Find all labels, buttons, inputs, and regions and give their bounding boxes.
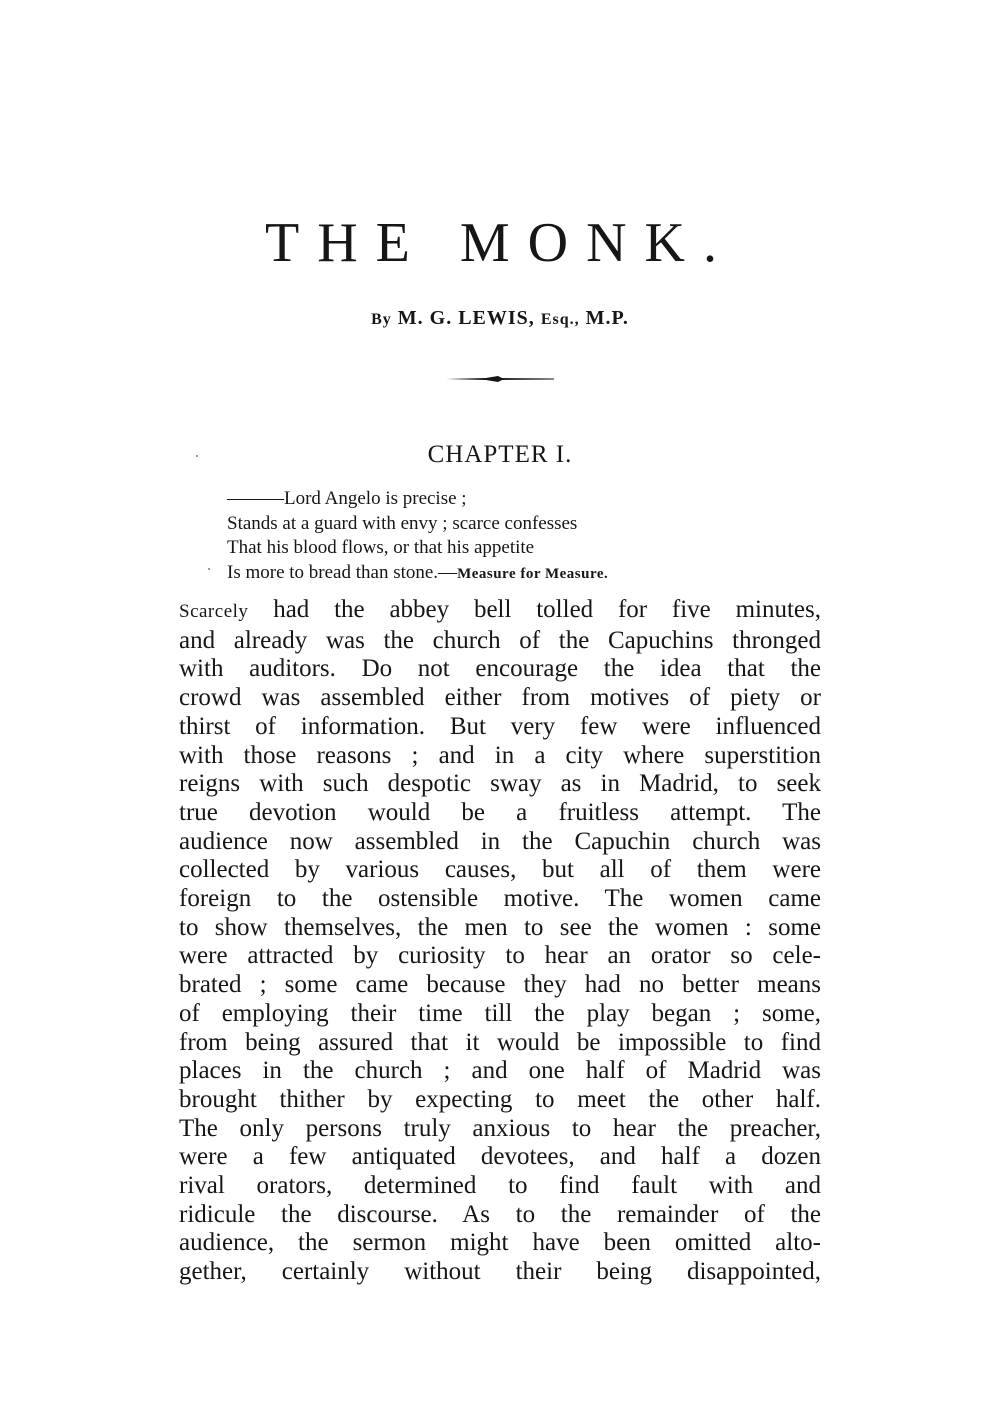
body-line: were attracted by curiosity to hear an orator so cele- [179, 942, 821, 970]
body-line [179, 596, 821, 627]
body-line: collected by various causes, but all of them were [179, 856, 821, 884]
body-line: audience now assembled in the Capuchin church was [179, 827, 821, 855]
body-line: The only persons truly anxious to hear the preacher, [179, 1114, 821, 1142]
epigraph-line: That his blood flows, or that his appetite [227, 537, 535, 558]
body-line: with auditors. Do not encourage the idea that the [179, 655, 821, 683]
epigraph [227, 487, 807, 586]
print-speck [196, 455, 198, 457]
epigraph-source: Measure for Measure. [457, 565, 609, 582]
byline [0, 305, 1000, 333]
epigraph-text: Is more to bread than stone.— [227, 561, 458, 583]
byline-esq: Esq., [540, 311, 580, 328]
body-line: gether, certainly without their being disappointed, [179, 1258, 821, 1286]
body-line: ridicule the discourse. As to the remainder of the [179, 1200, 821, 1228]
body-line: brated ; some came because they had no better means [179, 971, 821, 999]
body-line: with those reasons ; and in a city where superstition [179, 741, 821, 769]
epigraph-line: Stands at a guard with envy ; scarce confesses [227, 512, 578, 534]
book-title: THE MONK. [265, 212, 735, 274]
body-line: foreign to the ostensible motive. The women came [179, 885, 821, 913]
byline-mp: M.P. [585, 307, 629, 329]
byline-author: M. G. LEWIS, [397, 307, 535, 329]
chapter-body [179, 596, 821, 1287]
body-line: brought thither by expecting to meet the other half. [179, 1085, 821, 1113]
body-line: and already was the church of the Capuchins thronged [179, 626, 821, 654]
body-line-text: had the abbey bell tolled for five minutes, [248, 596, 821, 623]
body-line: crowd was assembled either from motives of piety or [179, 684, 821, 712]
body-line: to show themselves, the men to see the women : some [179, 913, 821, 941]
epigraph-line-last [227, 561, 807, 587]
chapter-heading: CHAPTER I. [427, 441, 573, 468]
body-line: rival orators, determined to find fault with and [179, 1172, 821, 1200]
body-line: were a few antiquated devotees, and half a dozen [179, 1143, 821, 1171]
byline-by: By [371, 311, 392, 328]
body-line: from being assured that it would be impossible to find [179, 1028, 821, 1056]
body-line: of employing their time till the play began ; some, [179, 999, 821, 1027]
body-line: audience, the sermon might have been omitted alto- [179, 1229, 821, 1257]
print-speck [208, 568, 210, 570]
epigraph-line: ———Lord Angelo is precise ; [227, 488, 467, 509]
first-word: Scarcely [179, 601, 249, 622]
body-line: true devotion would be a fruitless attempt. The [179, 798, 821, 826]
body-line: reigns with such despotic sway as in Madrid, to seek [179, 770, 821, 798]
body-line: places in the church ; and one half of Madrid was [179, 1057, 821, 1085]
body-line: thirst of information. But very few were influenced [179, 712, 821, 740]
ornament-rule-icon [446, 373, 554, 385]
